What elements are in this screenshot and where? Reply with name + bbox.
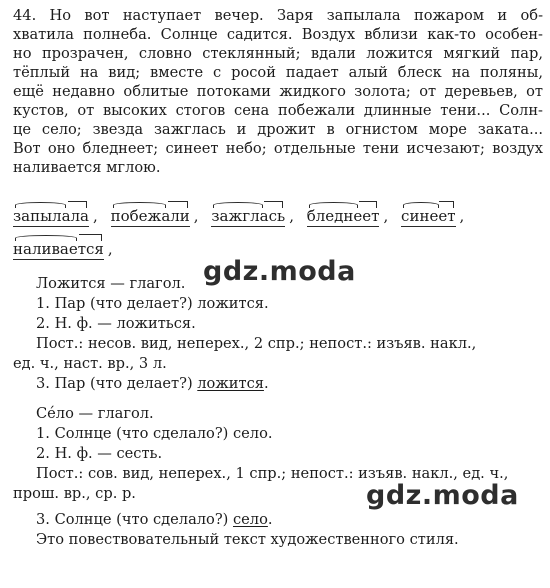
analysis-2-title: Сéло — глагол. bbox=[36, 405, 154, 422]
exercise-line-7: це село; звезда зажглась и дрожит в огнистом море заката... bbox=[13, 121, 543, 138]
step-word: ложится. bbox=[197, 295, 269, 312]
analysis-1-post-2: ед. ч., наст. вр., 3 л. bbox=[13, 355, 167, 372]
analysis-1-post-1: Пост.: несов. вид, неперех., 2 спр.; непост.: изъяв. накл., bbox=[36, 335, 477, 352]
exercise-line-5: ещё недавно облитые потоками жидкого золота; от деревьев, от bbox=[13, 83, 543, 100]
analysis-1-step-1 bbox=[36, 294, 536, 313]
separator: , bbox=[107, 240, 113, 258]
step-text: 3. Пар (что делает?) bbox=[36, 375, 198, 392]
step-end: . bbox=[267, 511, 273, 528]
watermark: gdz.moda bbox=[366, 480, 519, 511]
morphemic-word: синеет bbox=[401, 200, 455, 227]
separator: , bbox=[93, 207, 98, 225]
exercise-line-3: но прозрачен, словно стеклянный; вдали ложится мягкий пар, bbox=[13, 45, 543, 62]
conclusion: Это повествовательный текст художественного стиля. bbox=[36, 531, 459, 548]
morphemic-word: бледнеет bbox=[307, 200, 380, 227]
analysis-2-step-3 bbox=[36, 510, 536, 529]
exercise-line-8: Вот оно бледнеет; синеет небо; отдельные тени исчезают; воздух bbox=[13, 140, 543, 157]
morphemic-word: побежали bbox=[111, 200, 190, 227]
exercise-line-9: наливается мглою. bbox=[13, 159, 161, 176]
underlined-word: ложится bbox=[197, 375, 264, 392]
separator: , bbox=[383, 207, 389, 225]
exercise-line-6: кустов, от высоких стогов сена побежали длинные тени... Солн- bbox=[13, 102, 543, 119]
step-text: 1. Пар (что делает?) bbox=[36, 295, 198, 312]
watermark: gdz.moda bbox=[203, 256, 356, 287]
separator: , bbox=[459, 207, 465, 225]
morphemic-word: запылала bbox=[13, 200, 89, 227]
separator: , bbox=[289, 207, 294, 225]
morphemic-word: наливается bbox=[13, 233, 104, 260]
step-end: . bbox=[263, 375, 269, 392]
analysis-1-step-3 bbox=[36, 374, 536, 393]
morphemic-word: зажглась bbox=[211, 200, 285, 227]
underlined-word: село bbox=[233, 511, 268, 528]
analysis-2-post-1: Пост.: сов. вид, неперех., 1 спр.; непост.: изъяв. накл., ед. ч., bbox=[36, 465, 509, 482]
analysis-2-step-1: 1. Солнце (что сделало?) село. bbox=[36, 425, 273, 442]
step-text: 3. Солнце (что сделало?) bbox=[36, 511, 233, 528]
exercise-line-1: 44. Но вот наступает вечер. Заря запылала пожаром и об- bbox=[13, 7, 543, 24]
analysis-2-post-2: прош. вр., ср. р. bbox=[13, 485, 136, 502]
morphemic-row-1 bbox=[13, 200, 543, 227]
analysis-1-step-2: 2. Н. ф. — ложиться. bbox=[36, 315, 196, 332]
exercise-line-2: хватила полнеба. Солнце садится. Воздух вблизи как-то особен- bbox=[13, 26, 543, 43]
separator: , bbox=[193, 207, 199, 225]
analysis-1-title: Ложится — глагол. bbox=[36, 275, 186, 292]
analysis-2-step-2: 2. Н. ф. — сесть. bbox=[36, 445, 163, 462]
exercise-line-4: тёплый на вид; вместе с росой падает алый блеск на поляны, bbox=[13, 64, 543, 81]
